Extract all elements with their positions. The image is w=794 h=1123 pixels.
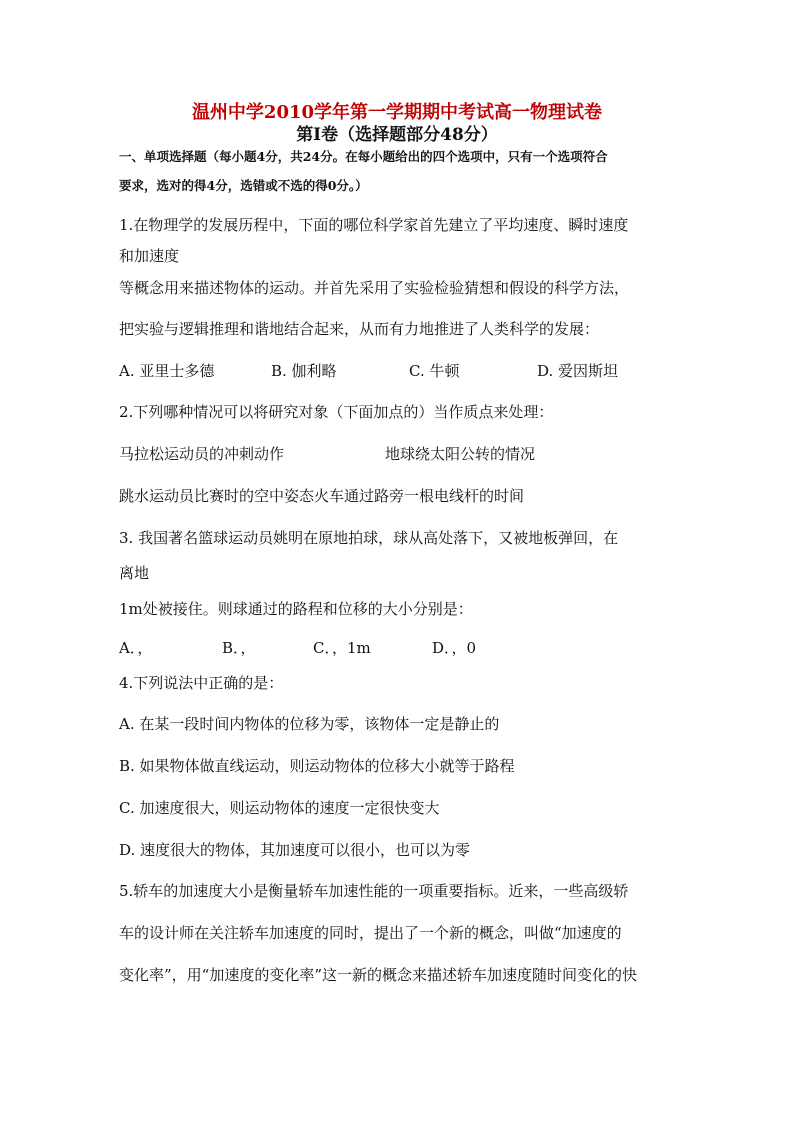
exam-subtitle: 第Ⅰ卷（选择题部分48分） bbox=[296, 125, 498, 145]
question-3-line-2: 离地 bbox=[119, 564, 150, 582]
question-4-option-c: C. 加速度很大，则运动物体的速度一定很快变大 bbox=[119, 799, 440, 817]
question-5-line-1: 5.轿车的加速度大小是衡量轿车加速性能的一项重要指标。近来，一些高级轿 bbox=[119, 882, 629, 900]
question-3-line-3: 1m处被接住。则球通过的路程和位移的大小分别是： bbox=[119, 600, 473, 618]
question-1-option-c: C. 牛顿 bbox=[409, 362, 460, 380]
exam-title: 温州中学2010学年第一学期期中考试高一物理试卷 bbox=[191, 102, 603, 123]
question-4-option-a: A. 在某一段时间内物体的位移为零，该物体一定是静止的 bbox=[119, 715, 500, 733]
question-2-line-3: 跳水运动员比赛时的空中姿态火车通过路旁一根电线杆的时间 bbox=[119, 487, 525, 505]
question-2-line-1: 2.下列哪种情况可以将研究对象（下面加点的）当作质点来处理： bbox=[119, 403, 554, 421]
question-3-option-d: D．，0 bbox=[432, 639, 477, 657]
question-1-option-a: A. 亚里士多德 bbox=[119, 362, 215, 380]
question-3-line-1: 3. 我国著名篮球运动员姚明在原地拍球，球从高处落下，又被地板弹回，在 bbox=[119, 529, 619, 547]
question-4-option-d: D. 速度很大的物体，其加速度可以很小，也可以为零 bbox=[119, 841, 471, 859]
question-3-option-c: C．，1m bbox=[313, 639, 371, 657]
question-2-item-b: 地球绕太阳公转的情况 bbox=[385, 445, 536, 463]
question-4-option-b: B. 如果物体做直线运动，则运动物体的位移大小就等于路程 bbox=[119, 757, 515, 775]
question-1-option-d: D. 爱因斯坦 bbox=[537, 362, 619, 380]
section-instructions-line-2: 要求，选对的得4分，选错或不选的得0分。） bbox=[119, 178, 368, 193]
question-2-item-a: 马拉松运动员的冲刺动作 bbox=[119, 445, 285, 463]
question-1-line-2: 和加速度 bbox=[119, 247, 180, 265]
question-1-line-4: 把实验与逻辑推理和谐地结合起来，从而有力地推进了人类科学的发展： bbox=[119, 320, 600, 338]
section-instructions-line-1: 一、单项选择题（每小题4分，共24分。在每小题给出的四个选项中，只有一个选项符合 bbox=[119, 149, 608, 164]
question-1-option-b: B. 伽利略 bbox=[271, 362, 337, 380]
question-3-option-a: A．， bbox=[119, 639, 153, 657]
question-4-line-1: 4.下列说法中正确的是： bbox=[119, 674, 284, 692]
question-5-line-2: 车的设计师在关注轿车加速度的同时，提出了一个新的概念，叫做“加速度的 bbox=[119, 924, 622, 942]
question-1-line-3: 等概念用来描述物体的运动。并首先采用了实验检验猜想和假设的科学方法， bbox=[119, 279, 630, 297]
question-3-option-b: B．， bbox=[222, 639, 256, 657]
question-1-line-1: 1.在物理学的发展历程中，下面的哪位科学家首先建立了平均速度、瞬时速度 bbox=[119, 216, 629, 234]
question-5-line-3: 变化率”，用“加速度的变化率”这一新的概念来描述轿车加速度随时间变化的快 bbox=[119, 966, 638, 984]
